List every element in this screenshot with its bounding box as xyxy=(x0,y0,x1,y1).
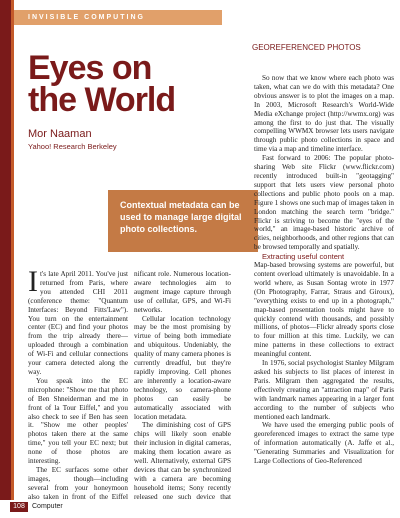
column-3 xyxy=(254,74,394,502)
left-accent-stripe xyxy=(11,0,14,500)
author-affiliation: Yahoo! Research Berkeley xyxy=(28,142,117,151)
col3-paragraph-2: Fast forward to 2006: The popular photo-sharing Web site Flickr (www.flickr.com) recently introduced built-in "geotagging" support that lets users view personal photo collections and public photo pools on a map. Figure 1 shows one such map of images taken in London matching the search term "bridge." Flickr is striving to become the "eyes of the world," an image-based historic archive of cities, neighborhoods, and other regions that can be browsed temporally and spatially. xyxy=(254,154,394,252)
author-name: Mor Naaman xyxy=(28,128,92,140)
drop-cap: I xyxy=(28,270,38,298)
pull-quote: Contextual metadata can be used to manage large digital photo collections. xyxy=(108,190,258,252)
left-accent-strip xyxy=(0,0,11,500)
col1-p1-text: t's late April 2011. You've just returned from Paris, where you attended CHI 2011 (conference theme: "Quantum Interfaces: Beyond Fitts'Law"). You turn on the entertainment center (EC) and find your photos from the trip already there—uploaded through a combination of Wi-Fi and cellular connections your camera detected along the way. xyxy=(28,270,128,376)
col1-paragraph-3: The EC surfaces some other images, though—including several from your honeymoon also taken in front of the Eiffel xyxy=(28,465,128,500)
column-1 xyxy=(28,270,128,500)
col2-paragraph-2: Cellular location technology may be the most promising by virtue of being both immediate and ubiquitous. Undeniably, the quality of many camera phones is currently dreadful, but they're rapidly improving. Cell phones are inherently a location-aware technology, so camera-phone photos can easily be automatically associated with location metadata. xyxy=(134,314,231,421)
col1-paragraph-2: You speak into the EC microphone: "Show me that photo of Ben Shneiderman and me in front of la Tour Eiffel," and you also check to see if Ben has seen it. "Show me other peoples' photos taken there at the same time," you tell your EC next; but none of those photos are interesting. xyxy=(28,376,128,466)
georef-heading: GEOREFERENCED PHOTOS xyxy=(252,43,361,52)
column-2 xyxy=(134,270,231,500)
magazine-name: Computer xyxy=(32,503,63,510)
col2-paragraph-3: The diminishing cost of GPS chips will likely soon enable their inclusion in digital cameras, making them location aware as well. Alternatively, external GPS devices that can be synchronized with a camera are becoming household items; Sony recently released one such device that xyxy=(134,421,231,500)
page-number: 108 xyxy=(10,502,28,512)
extracting-content-subhead: Extracting useful content xyxy=(262,252,345,262)
section-header: INVISIBLE COMPUTING xyxy=(14,10,222,25)
col3-paragraph-1: So now that we know where each photo was taken, what can we do with this metadata? One obvious answer is to plot the images on a map. In 2003, Microsoft Research's World-Wide Media eXchange project (http://wwmx.org) was among the first to do just that. The visually compelling WWMX browser lets users navigate through public photo collections in space and time via a map and timeline interface. xyxy=(254,74,394,154)
col3-paragraph-5: We have used the emerging public pools of georeferenced images to extract the same type of information automatically (A. Jaffe et al., "Generating Summaries and Visualization for Large Collections of Geo-Referenced xyxy=(254,421,394,466)
title-line-1: Eyes on xyxy=(28,49,152,87)
col2-paragraph-1: nificant role. Numerous location-aware technologies aim to augment image capture through use of cellular, GPS, and Wi-Fi networks. xyxy=(134,270,231,314)
title-line-2: the World xyxy=(28,81,176,119)
col3-paragraph-3: Map-based browsing systems are powerful, but content overload ultimately is unavoidable. In a world where, as Susan Sontag wrote in 1977 (On Photography, Farrar, Straus and Giroux), "everything exists to end up in a photograph," map-based presentation tools might have to quickly contend with thousands, and possibly millions, of photos—Flickr already sports close to four million at this time. Luckily, we can mine patterns in these collections to extract meaningful content. xyxy=(254,261,394,359)
article-title xyxy=(28,49,176,119)
col3-paragraph-4: In 1976, social psychologist Stanley Milgram asked his subjects to list places of interest in Paris. Milgram then aggregated the results, effectively creating an "attraction map" of Paris with landmark names appearing in a larger font according to the number of subjects who mentioned each landmark. xyxy=(254,359,394,421)
col1-paragraph-1 xyxy=(28,270,128,377)
